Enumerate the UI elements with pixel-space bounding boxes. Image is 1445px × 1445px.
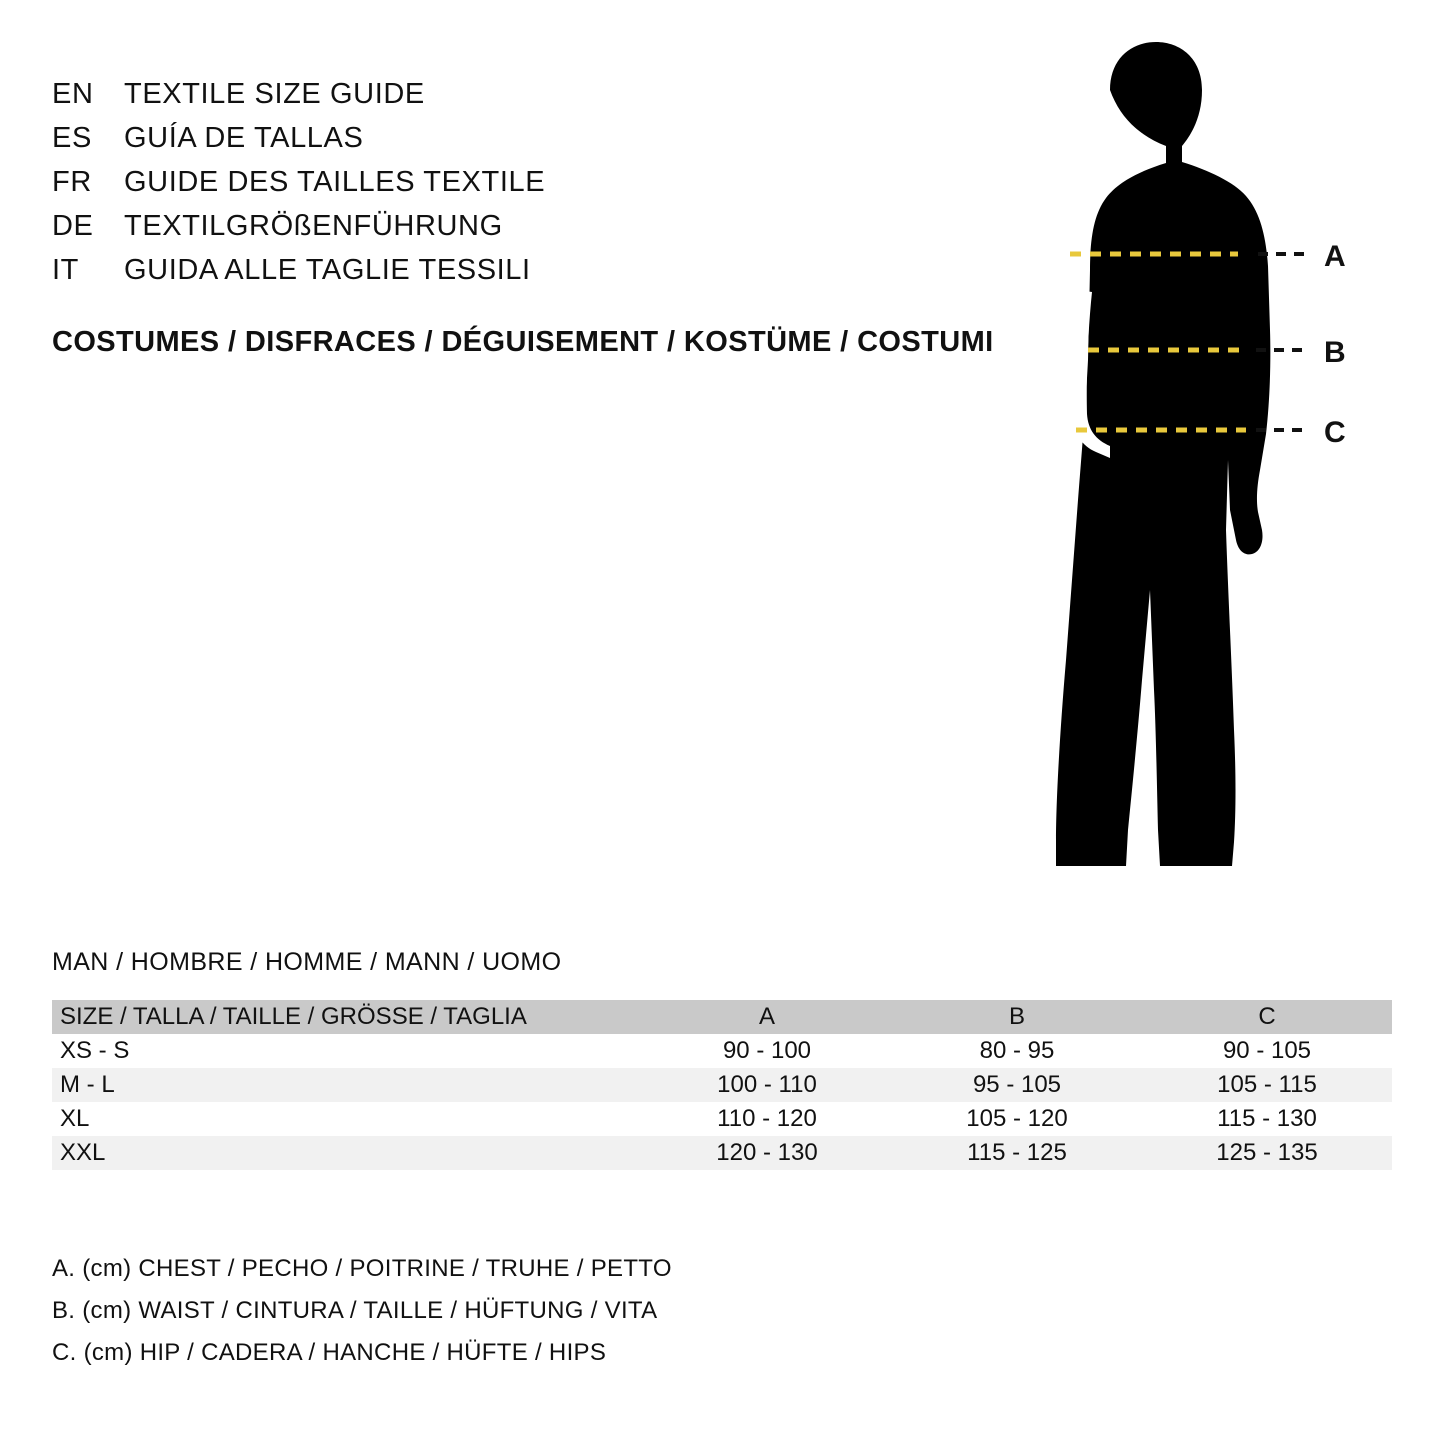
cell-b: 115 - 125 [967, 1139, 1067, 1166]
table-group-title: MAN / HOMBRE / HOMME / MANN / UOMO [52, 948, 562, 976]
language-code: EN [52, 78, 94, 110]
language-label: TEXTILGRÖßENFÜHRUNG [124, 210, 503, 242]
language-row [52, 116, 992, 160]
cell-size: XS - S [60, 1037, 130, 1064]
column-header-a: A [758, 1003, 775, 1030]
marker-label-a: A [1324, 240, 1346, 273]
cell-a: 100 - 110 [717, 1071, 817, 1098]
legend-item-a: A. (cm) CHEST / PECHO / POITRINE / TRUHE / PETTO [52, 1255, 672, 1282]
table-row [52, 1102, 1392, 1136]
measurement-legend [52, 1248, 672, 1374]
table-row [52, 1136, 1392, 1170]
language-list [52, 72, 992, 292]
column-header-size: SIZE / TALLA / TAILLE / GRÖSSE / TAGLIA [60, 1003, 527, 1030]
language-row [52, 72, 992, 116]
legend-item-b: B. (cm) WAIST / CINTURA / TAILLE / HÜFTUNG / VITA [52, 1297, 658, 1324]
language-code: FR [52, 166, 92, 198]
language-label: GUIDA ALLE TAGLIE TESSILI [124, 254, 531, 286]
cell-size: XL [60, 1105, 90, 1132]
cell-b: 105 - 120 [966, 1105, 1068, 1132]
marker-label-c: C [1324, 416, 1346, 449]
language-code: ES [52, 122, 92, 154]
cell-a: 120 - 130 [716, 1139, 818, 1166]
category-line: COSTUMES / DISFRACES / DÉGUISEMENT / KOSTÜME / COSTUMI [52, 326, 994, 358]
column-header-b: B [1008, 1003, 1025, 1030]
cell-size: XXL [60, 1139, 106, 1166]
cell-a: 110 - 120 [717, 1105, 817, 1132]
cell-c: 125 - 135 [1216, 1139, 1318, 1166]
language-label: GUIDE DES TAILLES TEXTILE [124, 166, 546, 198]
table-header-row [52, 1000, 1392, 1034]
cell-a: 90 - 100 [722, 1037, 812, 1064]
cell-b: 95 - 105 [972, 1071, 1062, 1098]
language-row [52, 160, 992, 204]
language-label: GUÍA DE TALLAS [124, 122, 364, 154]
cell-c: 115 - 130 [1217, 1105, 1317, 1132]
cell-c: 90 - 105 [1222, 1037, 1312, 1064]
table-row [52, 1034, 1392, 1068]
table-row [52, 1068, 1392, 1102]
marker-label-b: B [1324, 336, 1346, 369]
cell-size: M - L [60, 1071, 115, 1098]
size-table [52, 1000, 1392, 1170]
language-label: TEXTILE SIZE GUIDE [124, 78, 425, 110]
column-header-c: C [1258, 1003, 1276, 1030]
size-guide-figure [960, 30, 1380, 910]
language-code: DE [52, 210, 94, 242]
body-silhouette [1056, 42, 1270, 866]
language-code: IT [52, 254, 79, 286]
cell-c: 105 - 115 [1217, 1071, 1317, 1098]
cell-b: 80 - 95 [979, 1037, 1055, 1064]
language-row [52, 204, 992, 248]
legend-item-c: C. (cm) HIP / CADERA / HANCHE / HÜFTE / HIPS [52, 1339, 607, 1366]
language-row [52, 248, 992, 292]
